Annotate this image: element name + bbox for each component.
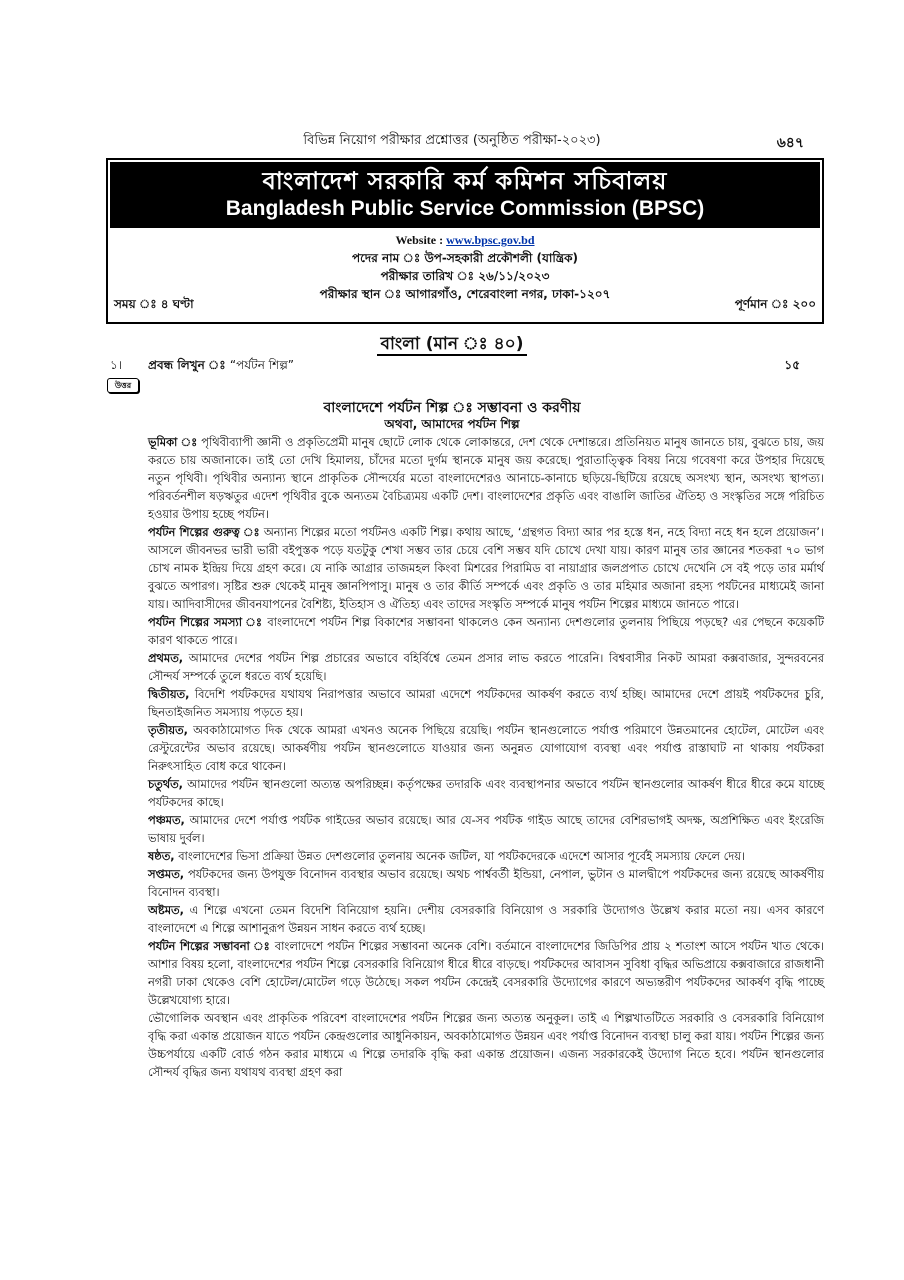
paragraph-seventh [148,865,824,901]
page-number: ৬৪৭ [776,135,804,151]
commission-title-en: Bangladesh Public Service Commission (BPSC) [225,197,705,220]
essay-subtitle: অথবা, আমাদের পর্যটন শিল্প [384,417,520,431]
commission-title-bn: বাংলাদেশ সরকারি কর্ম কমিশন সচিবালয় [262,167,668,195]
paragraph-sixth [148,847,824,865]
paragraph-fifth [148,811,824,847]
paragraph-third [148,721,824,775]
paragraph-text: আমাদের দেশের পর্যটন শিল্প প্রচারের অভাবে বহির্বিশ্বে তেমন প্রসার লাভ করতে পারেনি। বিশ্ববাসীর নিকট আমরা কক্সবাজার, সুন্দরবনের সৌন্দর্য সম্পর্কে তুলে ধরতে ব্যর্থ হয়েছি। [148,651,824,683]
post-name: পদের নাম ঃ উপ-সহকারী প্রকৌশলী (যান্ত্রিক) [351,251,579,265]
paragraph-heading: দ্বিতীয়ত, [148,687,190,701]
section-title-text: বাংলা (মান ঃ ৪০) [377,334,528,356]
website-link[interactable]: www.bpsc.gov.bd [446,233,535,247]
paragraph-eighth [148,901,824,937]
exam-header-box [106,158,824,324]
paragraph-text: পৃথিবীব্যাপী জ্ঞানী ও প্রকৃতিপ্রেমী মানুষ ছোটে লোক থেকে লোকান্তরে, দেশ থেকে দেশান্তরে। প্রতিনিয়ত মানুষ জানতে চায়, বুঝতে চায়, জয় করতে চায় অজানাকে। তাই তো দেখি হিমালয়, চাঁদের মতো দুর্গম স্থানকে মানুষ জয় করেছে। পুরাতাত্ত্বিক বিষয় নিয়ে গবেষণা করে উপহার দিয়েছে নতুন পৃথিবী। পৃথিবীর অন্যান্য স্থানে প্রাকৃতিক সৌন্দর্যের মতো বাংলাদেশেরও আনাচে-কানাচে ছড়িয়ে-ছিটিয়ে রয়েছে অসংখ্য স্থান, অসংখ্য স্থাপত্য। পরিবর্তনশীল ষড়ঋতুর এদেশ পৃথিবীর বুকে অন্যতম বৈচিত্র্যময় একটি দেশ। বাংলাদেশের প্রকৃতি এবং বাঙালি জাতির ঐতিহ্য ও সংস্কৃতির সঙ্গে পরিচিত হওয়ার উপায় হচ্ছে পর্যটন। [148,435,824,521]
exam-meta-row [114,296,816,316]
paragraph-text: এ শিল্পে এখনো তেমন বিদেশি বিনিয়োগ হয়নি। দেশীয় বেসরকারি বিনিয়োগ ও সরকারি উদ্যোগও উল্লেখ করার মতো নয়। এসব কারণে বাংলাদেশে এ শিল্পে আশানুরূপ উন্নয়ন সাধন করতে ব্যর্থ হচ্ছে। [148,903,824,935]
paragraph-text: বাংলাদেশে পর্যটন শিল্প বিকাশের সম্ভাবনা থাকলেও কেন অন্যান্য দেশগুলোর তুলনায় পিছিয়ে পড়ছে? এর পেছনে কয়েকটি কারণ থাকতে পারে। [148,615,825,647]
paragraph-text: অন্যান্য শিল্পের মতো পর্যটনও একটি শিল্প। কথায় আছে, ‘গ্রন্থগত বিদ্যা আর পর হস্তে ধন, নহে বিদ্যা নহে ধন হলে প্রয়োজন’। আসলে জীবনভর ভারী ভারী বইপুস্তক পড়ে যতটুকু শেখা সম্ভব তার চেয়ে বেশি সম্ভব যদি চোখে দেখা যায়। কারণ মানুষ তার জ্ঞানের শতকরা ৭০ ভাগ চোখ নামক ইন্দ্রিয় দিয়ে গ্রহণ করে। যে নাকি আগ্রার তাজমহল কিংবা মিশরের পিরামিড বা নায়াগ্রার জলপ্রপাত চোখে দেখেনি সে বই পড়ে তার মর্মার্থ বুঝতে অপারগ। সৃষ্টির শুরু থেকেই মানুষ জ্ঞানপিপাসু। মানুষ ও তার কীর্তি সম্পর্কে এবং প্রকৃতি ও তার মহিমার অজানা রহস্য পর্যটনের মাধ্যমেই জানা যায়। আদিবাসীদের জীবনযাপনের বৈশিষ্ট্য, ইতিহাস ও ঐতিহ্য এবং তাদের সংস্কৃতি সম্পর্কে মানুষ পর্যটন শিল্পের মাধ্যমে জানতে পারে। [148,525,824,611]
paragraph-text: বিদেশি পর্যটকদের যথাযথ নিরাপত্তার অভাবে আমরা এদেশে পর্যটকদের আকর্ষণ করতে ব্যর্থ হচ্ছি। আমাদের দেশে প্রায়ই পর্যটকদের চুরি, ছিনতাইজনিত সমস্যায় পড়তে হয়। [148,687,824,719]
paragraph-text: পর্যটকদের জন্য উপযুক্ত বিনোদন ব্যবস্থার অভাব রয়েছে। অথচ পার্শ্ববর্তী ইন্ডিয়া, নেপাল, ভুটান ও মালদ্বীপে পর্যটকদের জন্য রয়েছে আকর্ষণীয় বিনোদন ব্যবস্থা। [148,867,824,899]
exam-date: পরীক্ষার তারিখ ঃ ২৬/১১/২০২৩ [380,269,550,283]
paragraph-heading: পঞ্চমত, [148,813,185,827]
paragraph-fourth [148,775,824,811]
paragraph-problems [148,613,824,649]
paragraph-text: ভৌগোলিক অবস্থান এবং প্রাকৃতিক পরিবেশ বাংলাদেশের পর্যটন শিল্পের জন্য অত্যন্ত অনুকূল। তাই এ শিল্পখাতটিতে সরকারি ও বেসরকারি বিনিয়োগ বৃদ্ধি করা একান্ত প্রয়োজন যাতে পর্যটন কেন্দ্রগুলোর আধুনিকায়ন, অবকাঠামোগত উন্নয়ন এবং পর্যাপ্ত বিনোদন ব্যবস্থা চালু করা যায়। পর্যটন শিল্পের জন্য উচ্চপর্যায়ে একটি বোর্ড গঠন করার মাধ্যমে এ শিল্পে তদারকি বৃদ্ধি করা একান্ত প্রয়োজন। এজন্য সরকারকেই উদ্যোগ নিতে হবে। পর্যটন স্থানগুলোর সৌন্দর্য বৃদ্ধির জন্য যথাযথ ব্যবস্থা গ্রহণ করা [148,1011,824,1079]
paragraph-heading: ষষ্ঠত, [148,849,175,863]
full-marks: পূর্ণমান ঃ ২০০ [734,297,816,311]
question-text [148,357,294,377]
paragraph-heading: সপ্তমত, [148,867,185,881]
paragraph-importance [148,523,824,613]
paragraph-heading: পর্যটন শিল্পের সম্ভাবনা ঃ [148,939,271,953]
question-row [110,357,800,375]
paragraph-heading: ভূমিকা ঃ [148,435,198,449]
essay-title: বাংলাদেশে পর্যটন শিল্প ঃ সম্ভাবনা ও করণীয় [323,400,581,416]
website-label: Website : [395,233,447,247]
paragraph-second [148,685,824,721]
question-prompt: প্রবন্ধ লিখুন ঃ [148,358,230,372]
question-topic: “পর্যটন শিল্প” [229,358,294,372]
website-line [108,231,822,249]
paragraph-heading: পর্যটন শিল্পের গুরুত্ব ঃ [148,525,260,539]
essay-body [148,433,824,1081]
paragraph-text: অবকাঠামোগত দিক থেকে আমরা এখনও অনেক পিছিয়ে রয়েছি। পর্যটন স্থানগুলোতে পর্যাপ্ত পরিমাণে উন্নতমানের হোটেল, মোটেল এবং রেস্টুরেন্টের অভাব রয়েছে। আকর্ষণীয় পর্যটন স্থানগুলোতে যাওয়ার জন্য অনুন্নত যোগাযোগ ব্যবস্থা এবং পর্যাপ্ত রাস্তাঘাট না থাকায় পর্যটকরা নিরুৎসাহিত বোধ করে থাকেন। [148,723,824,773]
paragraph-text: বাংলাদেশের ভিসা প্রক্রিয়া উন্নত দেশগুলোর তুলনায় অনেক জটিল, যা পর্যটকদেরকে এদেশে আসার পূর্বেই সমস্যায় ফেলে দেয়। [174,849,745,863]
paragraph-first [148,649,824,685]
paragraph-text: আমাদের পর্যটন স্থানগুলো অত্যন্ত অপরিচ্ছন্ন। কর্তৃপক্ষের তদারকি এবং ব্যবস্থাপনার অভাবে পর্যটন স্থানগুলোর আকর্ষণ ধীরে ধীরে কমে যাচ্ছে পর্যটকদের কাছে। [148,777,824,809]
exam-duration: সময় ঃ ৪ ঘণ্টা [114,297,194,311]
paragraph-introduction [148,433,824,523]
commission-banner [110,162,820,228]
paragraph-text: বাংলাদেশে পর্যটন শিল্পের সম্ভাবনা অনেক বেশি। বর্তমানে বাংলাদেশের জিডিপির প্রায় ২ শতাংশ আসে পর্যটন খাত থেকে। আশার বিষয় হলো, বাংলাদেশের পর্যটন শিল্পে বেসরকারি বিনিয়োগ ধীরে ধীরে বাড়ছে। পর্যটকদের আবাসন সুবিধা বৃদ্ধির অভিপ্রায়ে কক্সবাজারে রাজধানী নগরী ঢাকা থেকেও বেশি হোটেল/মোটেল গড়ে উঠেছে। সকল পর্যটন কেন্দ্রেই বেসরকারি উদ্যোগের কারণে অভ্যন্তরীণ পর্যটকদের আকর্ষণ বৃদ্ধি পাচ্ছে উল্লেখযোগ্য হারে। [148,939,824,1007]
paragraph-prospects [148,937,824,1009]
paragraph-geography [148,1009,824,1081]
running-header [0,131,904,151]
paragraph-heading: চতুর্থত, [148,777,183,791]
section-heading [0,331,904,359]
paragraph-heading: অষ্টমত, [148,903,184,917]
answer-badge: উত্তর [107,378,139,393]
exam-venue: পরীক্ষার স্থান ঃ আগারগাঁও, শেরেবাংলা নগর, ঢাকা-১২০৭ [319,287,611,301]
question-marks: ১৫ [784,358,800,372]
question-number: ১। [110,358,123,372]
paragraph-heading: তৃতীয়ত, [148,723,188,737]
paragraph-text: আমাদের দেশে পর্যাপ্ত পর্যটক গাইডের অভাব রয়েছে। আর যে-সব পর্যটক গাইড আছে তাদের বেশিরভাগই অদক্ষ, অপ্রশিক্ষিত এবং ইংরেজি ভাষায় দুর্বল। [148,813,824,845]
paragraph-heading: প্রথমত, [148,651,184,665]
paragraph-heading: পর্যটন শিল্পের সমস্যা ঃ [148,615,263,629]
running-title: বিভিন্ন নিয়োগ পরীক্ষার প্রশ্নোত্তর (অনুষ্ঠিত পরীক্ষা-২০২৩) [303,133,601,148]
exam-info [108,231,822,303]
